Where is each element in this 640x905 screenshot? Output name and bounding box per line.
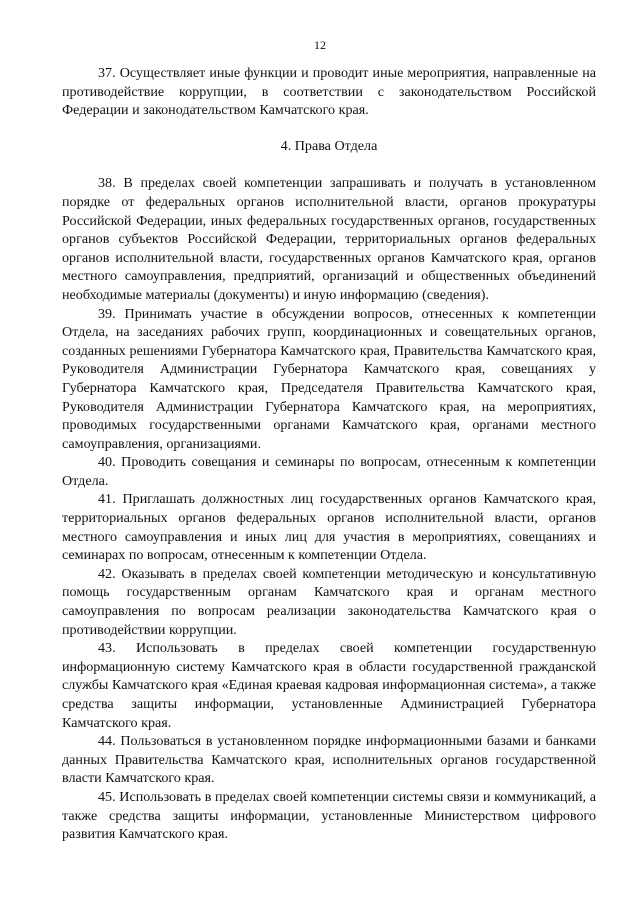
paragraph-39: 39. Принимать участие в обсуждении вопросов, отнесенных к компетенции Отдела, на заседаниях рабочих групп, координационных и совещательных органов, созданных решениями Губернатора Камчатского края, Правительства Камчатского края, Руководителя Администрации Губернатора Камчатского края, совещаниях у Губернатора Камчатского края, Председателя Правительства Камчатского края, Руководителя Администрации Губернатора Камчатского края, на мероприятиях, проводимых государственными органами Камчатского края, органами местного самоуправления, организациями.: [62, 305, 596, 452]
paragraph-40: 40. Проводить совещания и семинары по вопросам, отнесенным к компетенции Отдела.: [62, 454, 596, 489]
paragraph-41: 41. Приглашать должностных лиц государственных органов Камчатского края, территориальных органов федеральных органов исполнительной власти, органов местного самоуправления и иных лиц для участия в мероприятиях, совещаниях и семинарах по вопросам, отнесенным к компетенции Отдела.: [62, 491, 596, 564]
paragraph-43: 43. Использовать в пределах своей компетенции государственную информационную систему Камчатского края в области государственной гражданской службы Камчатского края «Единая краевая кадровая информационная система», а также средства защиты информации, установленные Администрацией Губернатора Камчатского края.: [62, 640, 596, 731]
paragraph-45: 45. Использовать в пределах своей компетенции системы связи и коммуникаций, а также средства защиты информации, установленные Министерством цифрового развития Камчатского края.: [62, 788, 596, 843]
page-number: 12: [314, 38, 326, 52]
paragraph-42: 42. Оказывать в пределах своей компетенции методическую и консультативную помощь государственным органам Камчатского края и органам местного самоуправления по вопросам реализации законодательства Камчатского края о противодействии коррупции.: [62, 565, 596, 638]
section-title: 4. Права Отдела: [280, 137, 378, 154]
paragraph-44: 44. Пользоваться в установленном порядке информационными базами и банками данных Правительства Камчатского края, исполнительных органов государственной власти Камчатского края.: [62, 733, 596, 787]
document-body: [62, 64, 596, 844]
paragraph-37: 37. Осуществляет иные функции и проводит иные мероприятия, направленные на противодействие коррупции, в соответствии с законодательством Российской Федерации и законодательством Камчатского края.: [62, 65, 596, 119]
paragraph-38: 38. В пределах своей компетенции запрашивать и получать в установленном порядке от федеральных органов исполнительной власти, органов прокуратуры Российской Федерации, иных федеральных государственных органов, государственных органов субъектов Российской Федерации, территориальных органов федеральных органов исполнительной власти, государственных органов Камчатского края, органов местного самоуправления, предприятий, организаций и общественных объединений необходимые материалы (документы) и иную информацию (сведения).: [62, 175, 596, 303]
